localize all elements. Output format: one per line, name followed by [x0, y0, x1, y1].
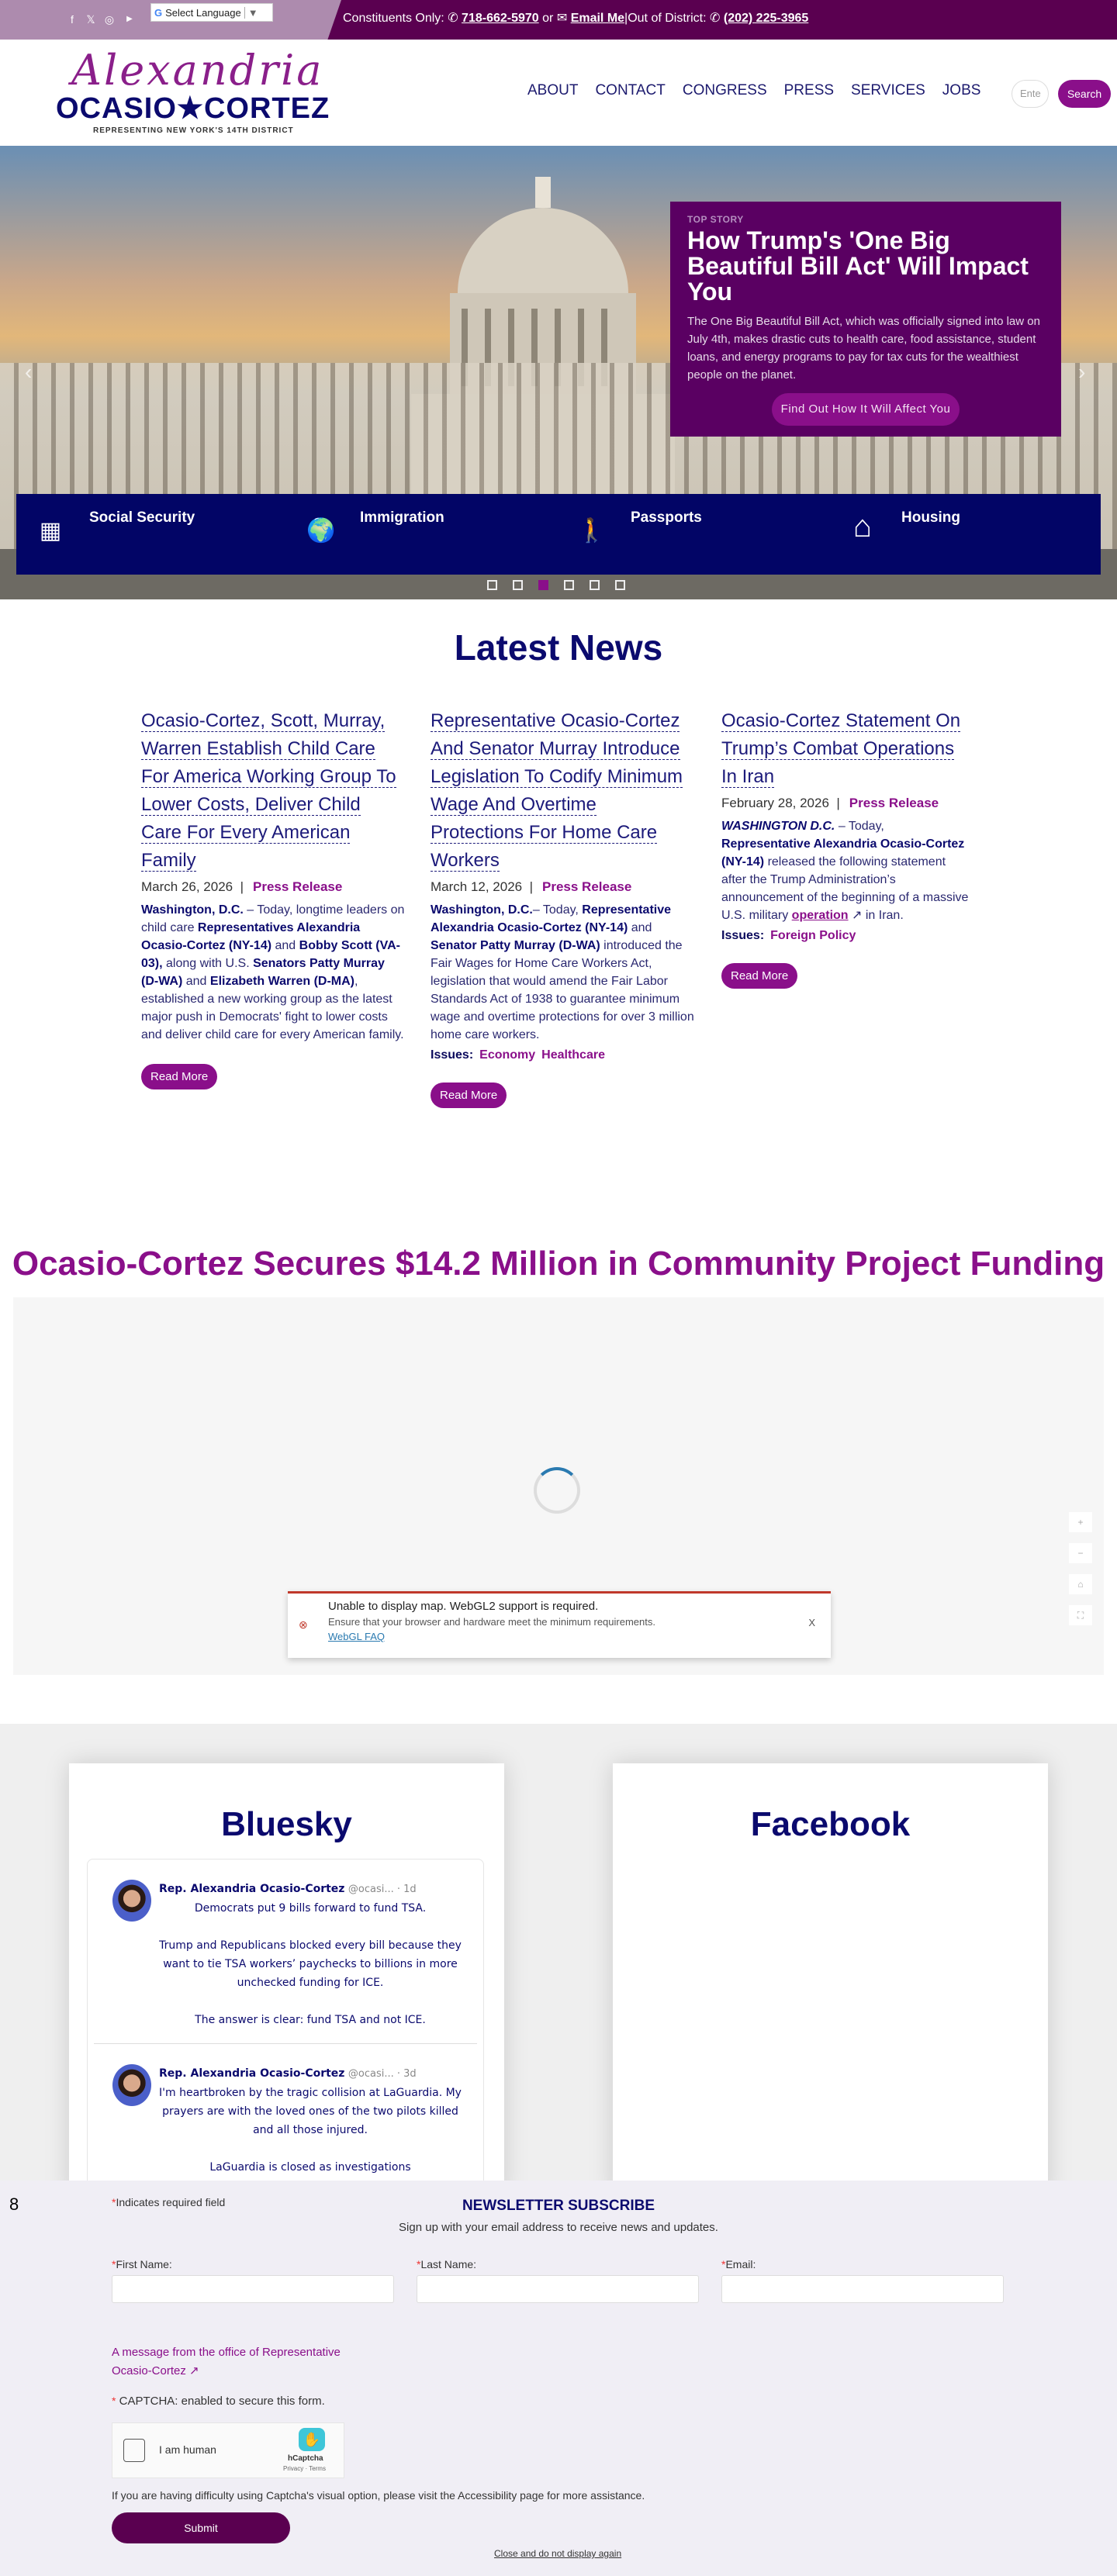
slide-dot-active[interactable] — [538, 580, 548, 590]
text: and — [271, 939, 299, 952]
facebook-card — [613, 1763, 1048, 2198]
submit-button[interactable]: Submit — [112, 2512, 290, 2543]
office-message-link[interactable]: A message from the office of Representative Ocasio-Cortez ↗ — [112, 2346, 341, 2377]
error-detail: Ensure that your browser and hardware meet the minimum requirements. — [328, 1616, 655, 1628]
service-label: Housing — [901, 509, 960, 526]
social-section — [0, 1724, 1117, 2189]
find-out-button[interactable]: Find Out How It Will Affect You — [772, 393, 960, 426]
google-icon: G — [154, 6, 163, 19]
last-name-field: *Last Name: — [417, 2258, 699, 2303]
local-phone-link[interactable]: 718-662-5970 — [462, 12, 539, 25]
phone-icon: ✆ — [710, 12, 721, 25]
map-zoom-in-button[interactable]: + — [1069, 1512, 1092, 1532]
bluesky-heading: Bluesky — [221, 1805, 352, 1843]
nav-jobs[interactable]: JOBS — [942, 82, 981, 98]
slide-dot[interactable] — [513, 580, 523, 590]
overlay-close-icon[interactable]: 8 — [9, 2194, 19, 2214]
news-title-link[interactable]: Ocasio-Cortez, Scott, Murray, Warren Establish Child Care For America Working Group To Lower Costs, Deliver Child Care For Every American Family — [141, 710, 396, 871]
youtube-icon[interactable]: ▶ — [126, 15, 133, 23]
home-icon: ⌂ — [852, 509, 873, 544]
service-housing[interactable] — [828, 494, 1099, 575]
post-text: Democrats put 9 bills forward to fund TSA. Trump and Republicans blocked every bill because they want to tie TSA workers’ paychecks to billions in more unchecked funding for ICE. The answer is clear: fund TSA and not ICE. — [159, 1902, 462, 2026]
instagram-icon[interactable]: ◎ — [104, 13, 115, 26]
error-title: Unable to display map. WebGL2 support is required. — [328, 1600, 599, 1613]
top-story-title[interactable]: How Trump's 'One Big Beautiful Bill Act' Will Impact You — [687, 226, 1029, 306]
avatar — [112, 1880, 151, 1922]
read-more-button[interactable]: Read More — [721, 963, 797, 989]
hcaptcha-logo-icon: ✋ — [299, 2428, 325, 2451]
separator: | — [240, 879, 244, 894]
news-category-link[interactable]: Press Release — [542, 879, 632, 894]
text-bold: Senator Patty Murray (D-WA) — [431, 939, 600, 952]
news-title-link[interactable]: Representative Ocasio-Cortez And Senator Murray Introduce Legislation To Codify Minimum Wage And Overtime Protections For Home Care Workers — [431, 710, 683, 871]
map-fullscreen-button[interactable]: ⛶ — [1069, 1605, 1092, 1625]
text: , established a new working group as the latest major push in Democrats' fight to lower costs and deliver child care for every American family. — [141, 975, 404, 1041]
error-icon: ⊗ — [299, 1618, 308, 1631]
close-do-not-display-link[interactable]: Close and do not display again — [494, 2548, 622, 2559]
issues-label: Issues: — [431, 1048, 474, 1062]
map-zoom-out-button[interactable]: − — [1069, 1543, 1092, 1563]
logo-script[interactable]: Alexandria — [71, 46, 324, 95]
map-controls — [1069, 1512, 1092, 1625]
text-bold: Representative Alexandria Ocasio-Cortez (NY-14) — [431, 903, 672, 934]
text: – Today, — [835, 820, 884, 833]
language-select[interactable] — [150, 3, 273, 22]
top-story-card — [670, 202, 1061, 437]
dc-phone-link[interactable]: (202) 225-3965 — [723, 12, 809, 25]
post-handle: @ocasi... · 1d — [348, 1884, 417, 1895]
news-item — [721, 707, 970, 989]
newsletter-heading: NEWSLETTER SUBSCRIBE — [462, 2198, 655, 2214]
text: ↗ in Iran. — [848, 909, 904, 922]
facebook-icon[interactable]: f — [71, 13, 74, 26]
service-passports[interactable] — [558, 494, 828, 575]
news-item — [141, 707, 405, 1089]
text: and — [182, 975, 210, 988]
slide-dot[interactable] — [564, 580, 574, 590]
first-name-label: First Name: — [116, 2258, 172, 2270]
email-field: *Email: — [721, 2258, 1004, 2303]
text-bold: WASHINGTON D.C. — [721, 820, 835, 833]
nav-congress[interactable]: CONGRESS — [682, 82, 767, 98]
globe-icon: 🌍 — [306, 518, 336, 544]
phone-icon: ✆ — [448, 12, 458, 25]
chevron-down-icon: ▼ — [244, 7, 258, 19]
nav-contact[interactable]: CONTACT — [595, 82, 666, 98]
avatar — [112, 2064, 151, 2106]
text: introduced the Fair Wages for Home Care Workers Act, legislation that would amend the Fair Labor Standards Act of 1938 to guarantee minimum wage and overtime protections for over 3 million home care workers. — [431, 939, 694, 1041]
next-slide-arrow[interactable]: › — [1078, 360, 1086, 384]
email-input[interactable] — [721, 2275, 1004, 2303]
post-author[interactable]: Rep. Alexandria Ocasio-Cortez — [159, 1883, 345, 1895]
main-nav — [527, 82, 980, 99]
text-bold: Representatives Alexandria Ocasio-Cortez (NY-14) — [141, 921, 361, 952]
language-label: Select Language — [165, 6, 241, 19]
text: along with U.S. — [162, 957, 254, 970]
text-bold: Senators Patty Murray (D-WA) — [141, 957, 385, 988]
close-toast-button[interactable]: X — [808, 1617, 815, 1628]
first-name-field: *First Name: — [112, 2258, 394, 2303]
first-name-input[interactable] — [112, 2275, 394, 2303]
slide-dot[interactable] — [487, 580, 497, 590]
building-icon: ▦ — [39, 518, 62, 544]
separator: | — [529, 879, 534, 894]
news-summary — [431, 901, 694, 1044]
text-bold: Washington, D.C. — [431, 903, 533, 917]
post-text: I'm heartbroken by the tragic collision at LaGuardia. My prayers are with the loved ones of the two pilots killed and all those injured. LaGuardia is closed as investigations — [159, 2087, 462, 2174]
top-story-summary: The One Big Beautiful Bill Act, which was officially signed into law on July 4th, makes drastic cuts to health care, food assistance, student loans, and energy programs to pay for tax cuts for the wealthiest people on the planet. — [687, 315, 1040, 382]
service-social-security[interactable] — [16, 494, 287, 575]
captcha-help-text: If you are having difficulty using Captcha's visual option, please visit the Accessibility page for more assistance. — [112, 2489, 645, 2502]
read-more-button[interactable]: Read More — [141, 1064, 217, 1089]
text: and — [628, 921, 652, 934]
or-text: or — [542, 12, 554, 25]
webgl-faq-link[interactable]: WebGL FAQ — [328, 1631, 385, 1642]
issue-tag-link[interactable]: Economy — [479, 1048, 536, 1062]
bluesky-card — [69, 1763, 504, 2198]
feed-post[interactable] — [94, 2044, 477, 2191]
news-summary — [721, 817, 970, 924]
text: – Today, — [532, 903, 583, 917]
news-title-link[interactable]: Ocasio-Cortez Statement On Trump’s Combat Operations In Iran — [721, 710, 961, 787]
email-me-link[interactable]: Email Me — [570, 12, 625, 25]
top-story-kicker: TOP STORY — [687, 214, 744, 225]
news-category-link[interactable]: Press Release — [253, 879, 343, 894]
newsletter-subheading: Sign up with your email address to receive news and updates. — [399, 2221, 718, 2234]
slide-dot[interactable] — [615, 580, 625, 590]
post-handle: @ocasi... · 3d — [348, 2068, 417, 2080]
nav-press[interactable]: PRESS — [783, 82, 835, 98]
news-date: March 12, 2026 — [431, 879, 523, 894]
logo-name[interactable]: OCASIO★CORTEZ — [56, 92, 330, 125]
separator: | — [836, 796, 840, 810]
map-home-button[interactable]: ⌂ — [1069, 1574, 1092, 1594]
news-date: March 26, 2026 — [141, 879, 233, 894]
news-category-link[interactable]: Press Release — [849, 796, 939, 810]
service-label: Immigration — [360, 509, 444, 526]
constituents-label: Constituents Only: — [343, 12, 444, 25]
service-label: Social Security — [89, 509, 195, 526]
text-bold: Elizabeth Warren (D-MA) — [209, 975, 354, 988]
read-more-button[interactable]: Read More — [431, 1083, 507, 1108]
issues-label: Issues: — [721, 929, 765, 942]
text-bold: Representative Alexandria Ocasio-Cortez (NY-14) — [721, 837, 965, 868]
text-bold: Bobby Scott (VA-03), — [141, 939, 400, 970]
captcha-brand: hCaptcha — [288, 2454, 323, 2463]
captcha-links[interactable]: Privacy · Terms — [283, 2465, 326, 2472]
news-item — [431, 707, 694, 1108]
map-error-toast — [288, 1591, 831, 1658]
search-input[interactable]: Ente — [1012, 80, 1049, 108]
text: released the following statement after the Trump Administration’s announcement of the beginning of a massive U.S. military — [721, 855, 969, 922]
service-label: Passports — [631, 509, 702, 526]
last-name-input[interactable] — [417, 2275, 699, 2303]
issue-tag-link[interactable]: Healthcare — [541, 1048, 605, 1062]
latest-news-heading: Latest News — [454, 627, 663, 668]
news-summary — [141, 901, 405, 1044]
logo-tagline: REPRESENTING NEW YORK'S 14TH DISTRICT — [93, 126, 294, 135]
text-bold: Washington, D.C. — [141, 903, 244, 917]
facebook-heading: Facebook — [750, 1805, 911, 1843]
funding-heading: Ocasio-Cortez Secures $14.2 Million in Community Project Funding — [12, 1245, 1105, 1283]
hcaptcha-widget — [112, 2422, 344, 2478]
site-header — [0, 40, 1117, 146]
top-bar — [0, 0, 1117, 40]
operation-link[interactable]: operation — [791, 909, 849, 922]
feed-post[interactable] — [94, 1859, 477, 2044]
issue-tag-link[interactable]: Foreign Policy — [770, 929, 856, 942]
search-button[interactable]: Search — [1058, 80, 1111, 108]
slide-indicators — [487, 580, 625, 590]
nav-services[interactable]: SERVICES — [851, 82, 925, 98]
x-twitter-icon[interactable]: 𝕏 — [86, 13, 95, 26]
services-bar — [16, 494, 1101, 575]
email-label: Email: — [725, 2258, 756, 2270]
hero-carousel — [0, 146, 1117, 599]
slide-dot[interactable] — [590, 580, 600, 590]
service-immigration[interactable] — [287, 494, 558, 575]
newsletter-overlay: 8 *Indicates required field NEWSLETTER SUBSCRIBE Sign up with your email address to receive news and updates. *First Name: *Last Name: *Email: A message from the office of Representative Ocasio-Cortez ↗ * CAPTCHA: enabled to secure this form. I am human ✋ hCaptcha Privacy · Terms If you are having difficulty using Captcha's visual option, please visit the Accessibility page for more assistance. Submit Close and do not display again — [0, 2181, 1117, 2576]
last-name-label: Last Name: — [420, 2258, 477, 2270]
required-asterisk: * — [112, 2196, 116, 2208]
out-of-district-label: |Out of District: — [624, 12, 707, 25]
person-icon: 🚶 — [577, 518, 607, 544]
mail-icon: ✉ — [556, 12, 568, 25]
captcha-checkbox[interactable] — [123, 2439, 145, 2462]
contact-line — [343, 10, 808, 26]
prev-slide-arrow[interactable]: ‹ — [25, 360, 33, 384]
required-note: Indicates required field — [116, 2196, 226, 2208]
text: – Today, longtime leaders on child care — [141, 903, 405, 934]
loading-spinner — [534, 1467, 580, 1514]
bluesky-feed[interactable] — [87, 1859, 484, 2200]
news-date: February 28, 2026 — [721, 796, 829, 810]
nav-about[interactable]: ABOUT — [527, 82, 579, 98]
captcha-check-label: I am human — [159, 2443, 216, 2456]
captcha-label: CAPTCHA: enabled to secure this form. — [119, 2395, 325, 2408]
post-author[interactable]: Rep. Alexandria Ocasio-Cortez — [159, 2067, 345, 2080]
